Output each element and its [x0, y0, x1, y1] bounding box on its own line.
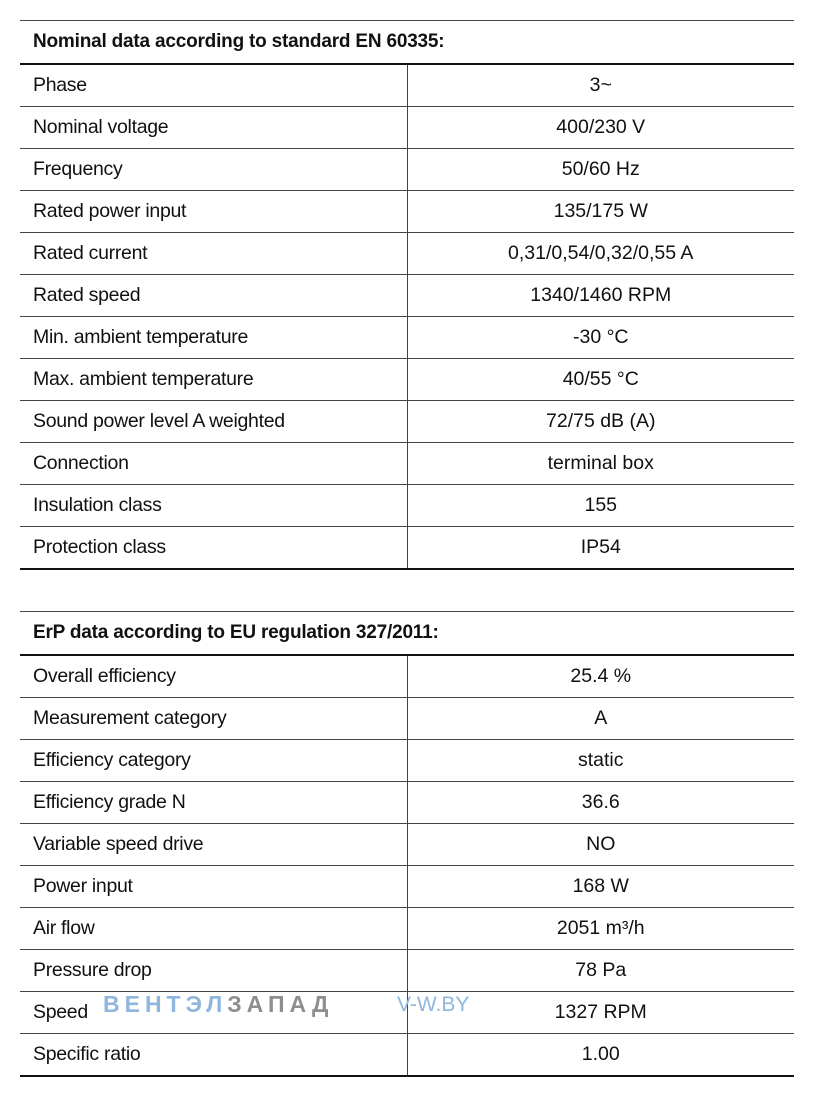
row-label: Overall efficiency [20, 655, 407, 698]
table-row [20, 908, 794, 950]
row-value: 40/55 °C [407, 359, 794, 401]
watermark-part-2: ЗАПАД [227, 991, 334, 1017]
row-value: static [407, 740, 794, 782]
row-value: 1327 RPM [407, 992, 794, 1034]
row-label: Measurement category [20, 698, 407, 740]
nominal-data-table [20, 20, 794, 570]
row-label: Frequency [20, 149, 407, 191]
table-row [20, 317, 794, 359]
row-value: 0,31/0,54/0,32/0,55 A [407, 233, 794, 275]
row-label: Rated speed [20, 275, 407, 317]
spec-sheet [20, 20, 794, 1118]
row-label: Sound power level A weighted [20, 401, 407, 443]
row-value: 3~ [407, 64, 794, 107]
row-value: 135/175 W [407, 191, 794, 233]
erp-data-title: ErP data according to EU regulation 327/2011: [20, 612, 794, 656]
row-value: 50/60 Hz [407, 149, 794, 191]
row-label: Insulation class [20, 485, 407, 527]
row-value: -30 °C [407, 317, 794, 359]
table-row [20, 401, 794, 443]
watermark-url: V-W.BY [397, 993, 470, 1016]
row-label: Specific ratio [20, 1034, 407, 1077]
row-value: A [407, 698, 794, 740]
table-row [20, 149, 794, 191]
table-row [20, 950, 794, 992]
row-label: Air flow [20, 908, 407, 950]
table-row [20, 443, 794, 485]
table-row [20, 698, 794, 740]
table-row [20, 655, 794, 698]
row-value: 78 Pa [407, 950, 794, 992]
row-label: Nominal voltage [20, 107, 407, 149]
row-label: Min. ambient temperature [20, 317, 407, 359]
row-value: 1340/1460 RPM [407, 275, 794, 317]
table-row [20, 782, 794, 824]
row-label: Rated current [20, 233, 407, 275]
table-row [20, 64, 794, 107]
table-row [20, 824, 794, 866]
row-value: terminal box [407, 443, 794, 485]
table-row [20, 359, 794, 401]
table-row [20, 107, 794, 149]
table-row [20, 527, 794, 570]
row-value: NO [407, 824, 794, 866]
row-value: 2051 m³/h [407, 908, 794, 950]
row-label: Efficiency category [20, 740, 407, 782]
row-label: Variable speed drive [20, 824, 407, 866]
row-value: 1.00 [407, 1034, 794, 1077]
row-label: Protection class [20, 527, 407, 570]
row-value: 25.4 % [407, 655, 794, 698]
row-label: Connection [20, 443, 407, 485]
row-label: Pressure drop [20, 950, 407, 992]
table-row [20, 275, 794, 317]
watermark-part-1: ВЕНТЭЛ [103, 991, 228, 1017]
row-value: 168 W [407, 866, 794, 908]
row-label: Power input [20, 866, 407, 908]
table-row [20, 1034, 794, 1077]
row-label: Speed [20, 992, 407, 1034]
row-value: 36.6 [407, 782, 794, 824]
row-value: 72/75 dB (A) [407, 401, 794, 443]
row-value: 400/230 V [407, 107, 794, 149]
row-label: Max. ambient temperature [20, 359, 407, 401]
row-value: IP54 [407, 527, 794, 570]
table-row [20, 866, 794, 908]
table-row [20, 233, 794, 275]
table-row [20, 485, 794, 527]
row-value: 155 [407, 485, 794, 527]
watermark-logo [103, 991, 333, 1018]
row-label: Efficiency grade N [20, 782, 407, 824]
table-row [20, 191, 794, 233]
nominal-data-title: Nominal data according to standard EN 60335: [20, 21, 794, 65]
row-label: Phase [20, 64, 407, 107]
row-label: Rated power input [20, 191, 407, 233]
table-row [20, 740, 794, 782]
